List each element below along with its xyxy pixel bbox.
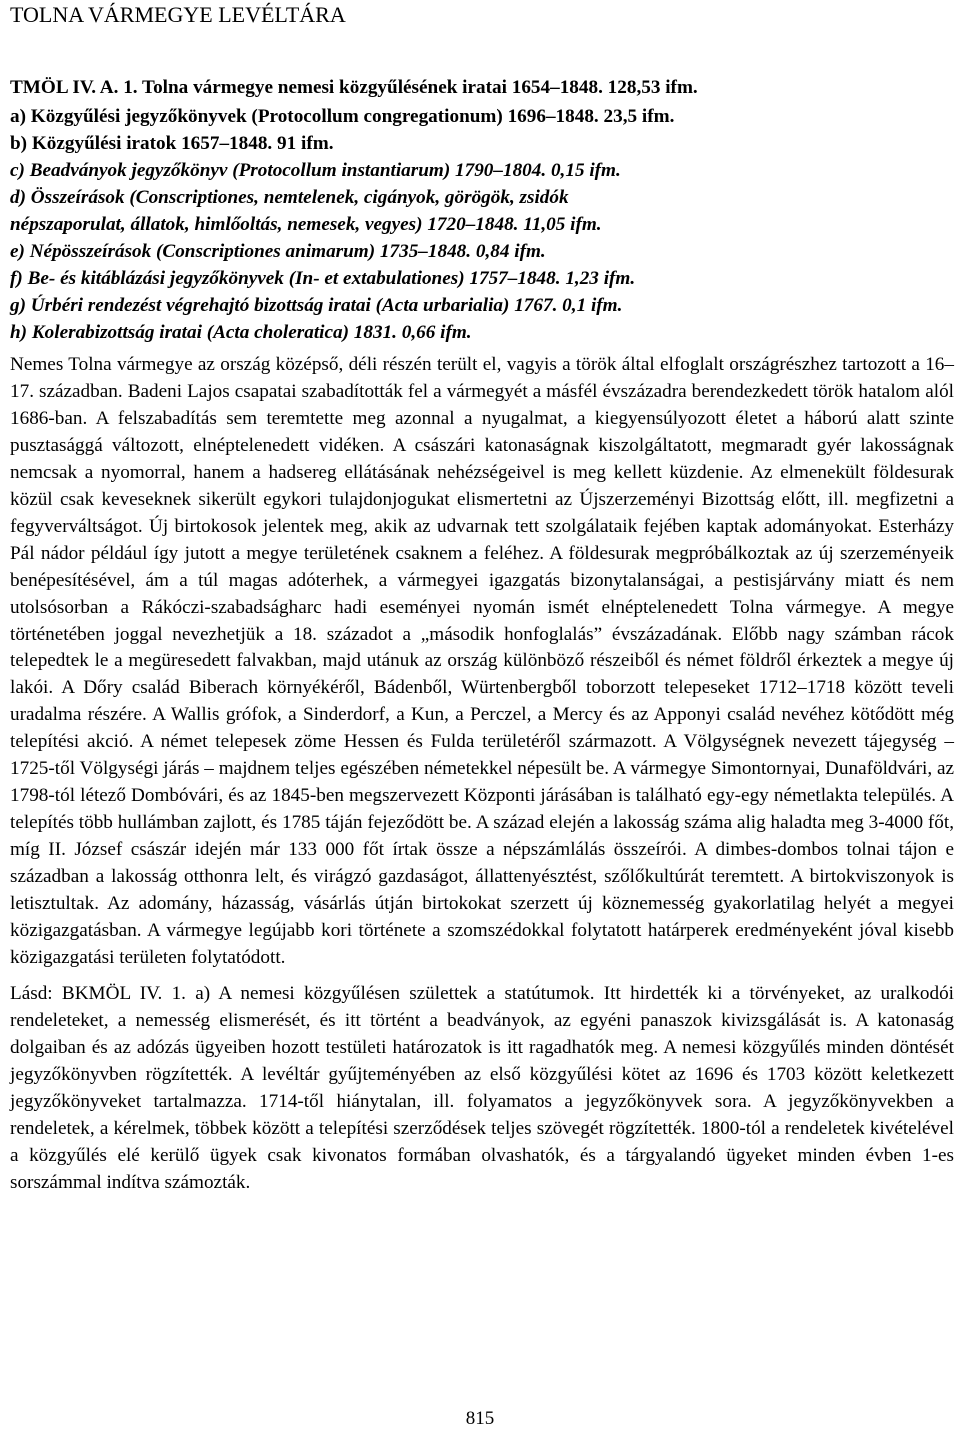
subseries-item-d: d) Összeírások (Conscriptiones, nemtelenek, cigányok, görögök, zsidók [10,187,569,208]
subseries-item-f: f) Be- és kitáblázási jegyzőkönyvek (In- et extabulationes) 1757–1848. 1,23 ifm. [10,268,636,289]
page-number: 815 [465,1408,495,1429]
subseries-item-g: g) Úrbéri rendezést végrehajtó bizottság iratai (Acta urbarialia) 1767. 0,1 ifm. [10,295,623,316]
subseries-list [10,103,954,346]
history-paragraph: Nemes Tolna vármegye az ország középső, déli részén terült el, vagyis a török által elfoglalt országrészhez tartozott a 16–17. században. Badeni Lajos csapatai szabadították fel a vármegyét a másfél évszázadra berendezkedett török hatalom alól 1686-ban. A felszabadítás sem teremtette meg azonnal a nyugalmat, a kiegyensúlyozott életet a háború alatt szinte pusztasággá változott, elnéptelenedett vidéken. A császári katonaságnak kiszolgáltatott, megmaradt gyér lakosságnak nemcsak a nyomorral, hanem a hadsereg ellátásának nehézségeivel is meg kellett küzdenie. Az elmenekült földesurak közül csak keveseknek sikerült egykori tulajdonjogukat elismertetni az Újszerzeményi Bizottság előtt, ill. megfizetni a fegyverváltságot. Új birtokosok jelentek meg, akik az udvarnak tett szolgálataik fejében kaptak adományokat. Esterházy Pál nádor például így jutott a megye területének csaknem a feléhez. A földesurak megpróbálkoztak az új szerzeményeik benépesítésével, ám a túl magas adóterhek, a vármegyei igazgatás bizonytalanságai, a pestisjárvány miatt és nem utolsósorban a Rákóczi-szabadságharc hadi eseményei nyomán ismét elnéptelenedett Tolna vármegye. A megye történetében joggal nevezhetjük a 18. századot a „második honfoglalás” évszázadának. Előbb nagy számban rácok telepedtek le a megüresedett falvakban, majd utánuk az ország különböző részeiből és német földről érkeztek a megye új lakói. A Dőry család Biberach környékéről, Bádenből, Würtenbergből toborzott telepeseket 1712–1718 között teveli uradalma részére. A Wallis grófok, a Sinderdorf, a Kun, a Perczel, a Mercy és az Apponyi család nevéhez kötődött még telepítési akció. A német telepesek zöme Hessen és Fulda területéről származott. A Völgységnek nevezett tájegység – 1725-től Völgységi járás – majdnem teljes egészében németekkel népesült be. A vármegye Simontornyai, Dunaföldvári, az 1798-tól létező Dombóvári, és az 1845-ben megszervezett Központi járásában is található egy-egy németlakta település. A telepítés több hullámban zajlott, és 1785 táján fejeződött be. A század elején a lakosság száma alig haladta meg 3-4000 főt, míg II. József császár idején már 133 000 főt írtak össze a népszámlálás összeírói. A dimbes-dombos tolnai tájon e században a lakosság otthonra lelt, és virágzó gazdaságot, állattenyésztést, szőlőkultúrát teremtett. A birtokviszonyok is letisztultak. Az adomány, házasság, vásárlás útján birtokokat szerzett új köznemesség gyakorlatilag helyét a megyei közigazgatásban. A vármegye legújabb kori története a szomszédokkal folytatott határperek eredményeként jóval kisebb közigazgatási területen folytatódott. [10,354,954,968]
subseries-item-d-continued: népszaporulat, állatok, himlőoltás, nemesek, vegyes) 1720–1848. 11,05 ifm. [10,214,602,235]
subseries-item-a: a) Közgyűlési jegyzőkönyvek (Protocollum congregationum) 1696–1848. 23,5 ifm. [10,106,675,127]
document-body [10,73,954,1197]
subseries-item-e: e) Népösszeírások (Conscriptiones animarum) 1735–1848. 0,84 ifm. [10,241,546,262]
records-description-paragraph: Lásd: BKMÖL IV. 1. a) A nemesi közgyűlésen születtek a statútumok. Itt hirdették ki a törvényeket, az uralkodói rendeleteket, a nemesség elismerését, és itt történt a beadványok, az egyéni panaszok kivizsgálását is. A katonaság dolgaiban és az adózás ügyeiben hozott testületi határozatok is itt ragadhatók meg. A nemesi közgyűlés minden döntését jegyzőkönyvben rögzítették. A levéltár gyűjteményében az első közgyűlési kötet az 1696 és 1703 között keletkezett jegyzőkönyveket tartalmazza. 1714-től hiánytalan, ill. folyamatos a jegyzőkönyvek sora. A jegyzőkönyvekben a rendeletek, a kérelmek, többek között a telepítési szerződések teljes szövegét rögzítették. 1800-tól a rendeletek kivételével a közgyűlés elé kerülő ügyek csak kivonatos formában olvashatók, és a tárgyalandó ügyeket minden évben 1-es sorszámmal indítva számozták. [10,982,954,1193]
subseries-item-c: c) Beadványok jegyzőkönyv (Protocollum instantiarum) 1790–1804. 0,15 ifm. [10,160,621,181]
record-title: TMÖL IV. A. 1. Tolna vármegye nemesi közgyűlésének iratai 1654–1848. 128,53 ifm. [10,77,698,98]
subseries-item-b: b) Közgyűlési iratok 1657–1848. 91 ifm. [10,133,334,154]
page-header: TOLNA VÁRMEGYE LEVÉLTÁRA [10,2,346,27]
subseries-item-h: h) Kolerabizottság iratai (Acta choleratica) 1831. 0,66 ifm. [10,322,472,343]
